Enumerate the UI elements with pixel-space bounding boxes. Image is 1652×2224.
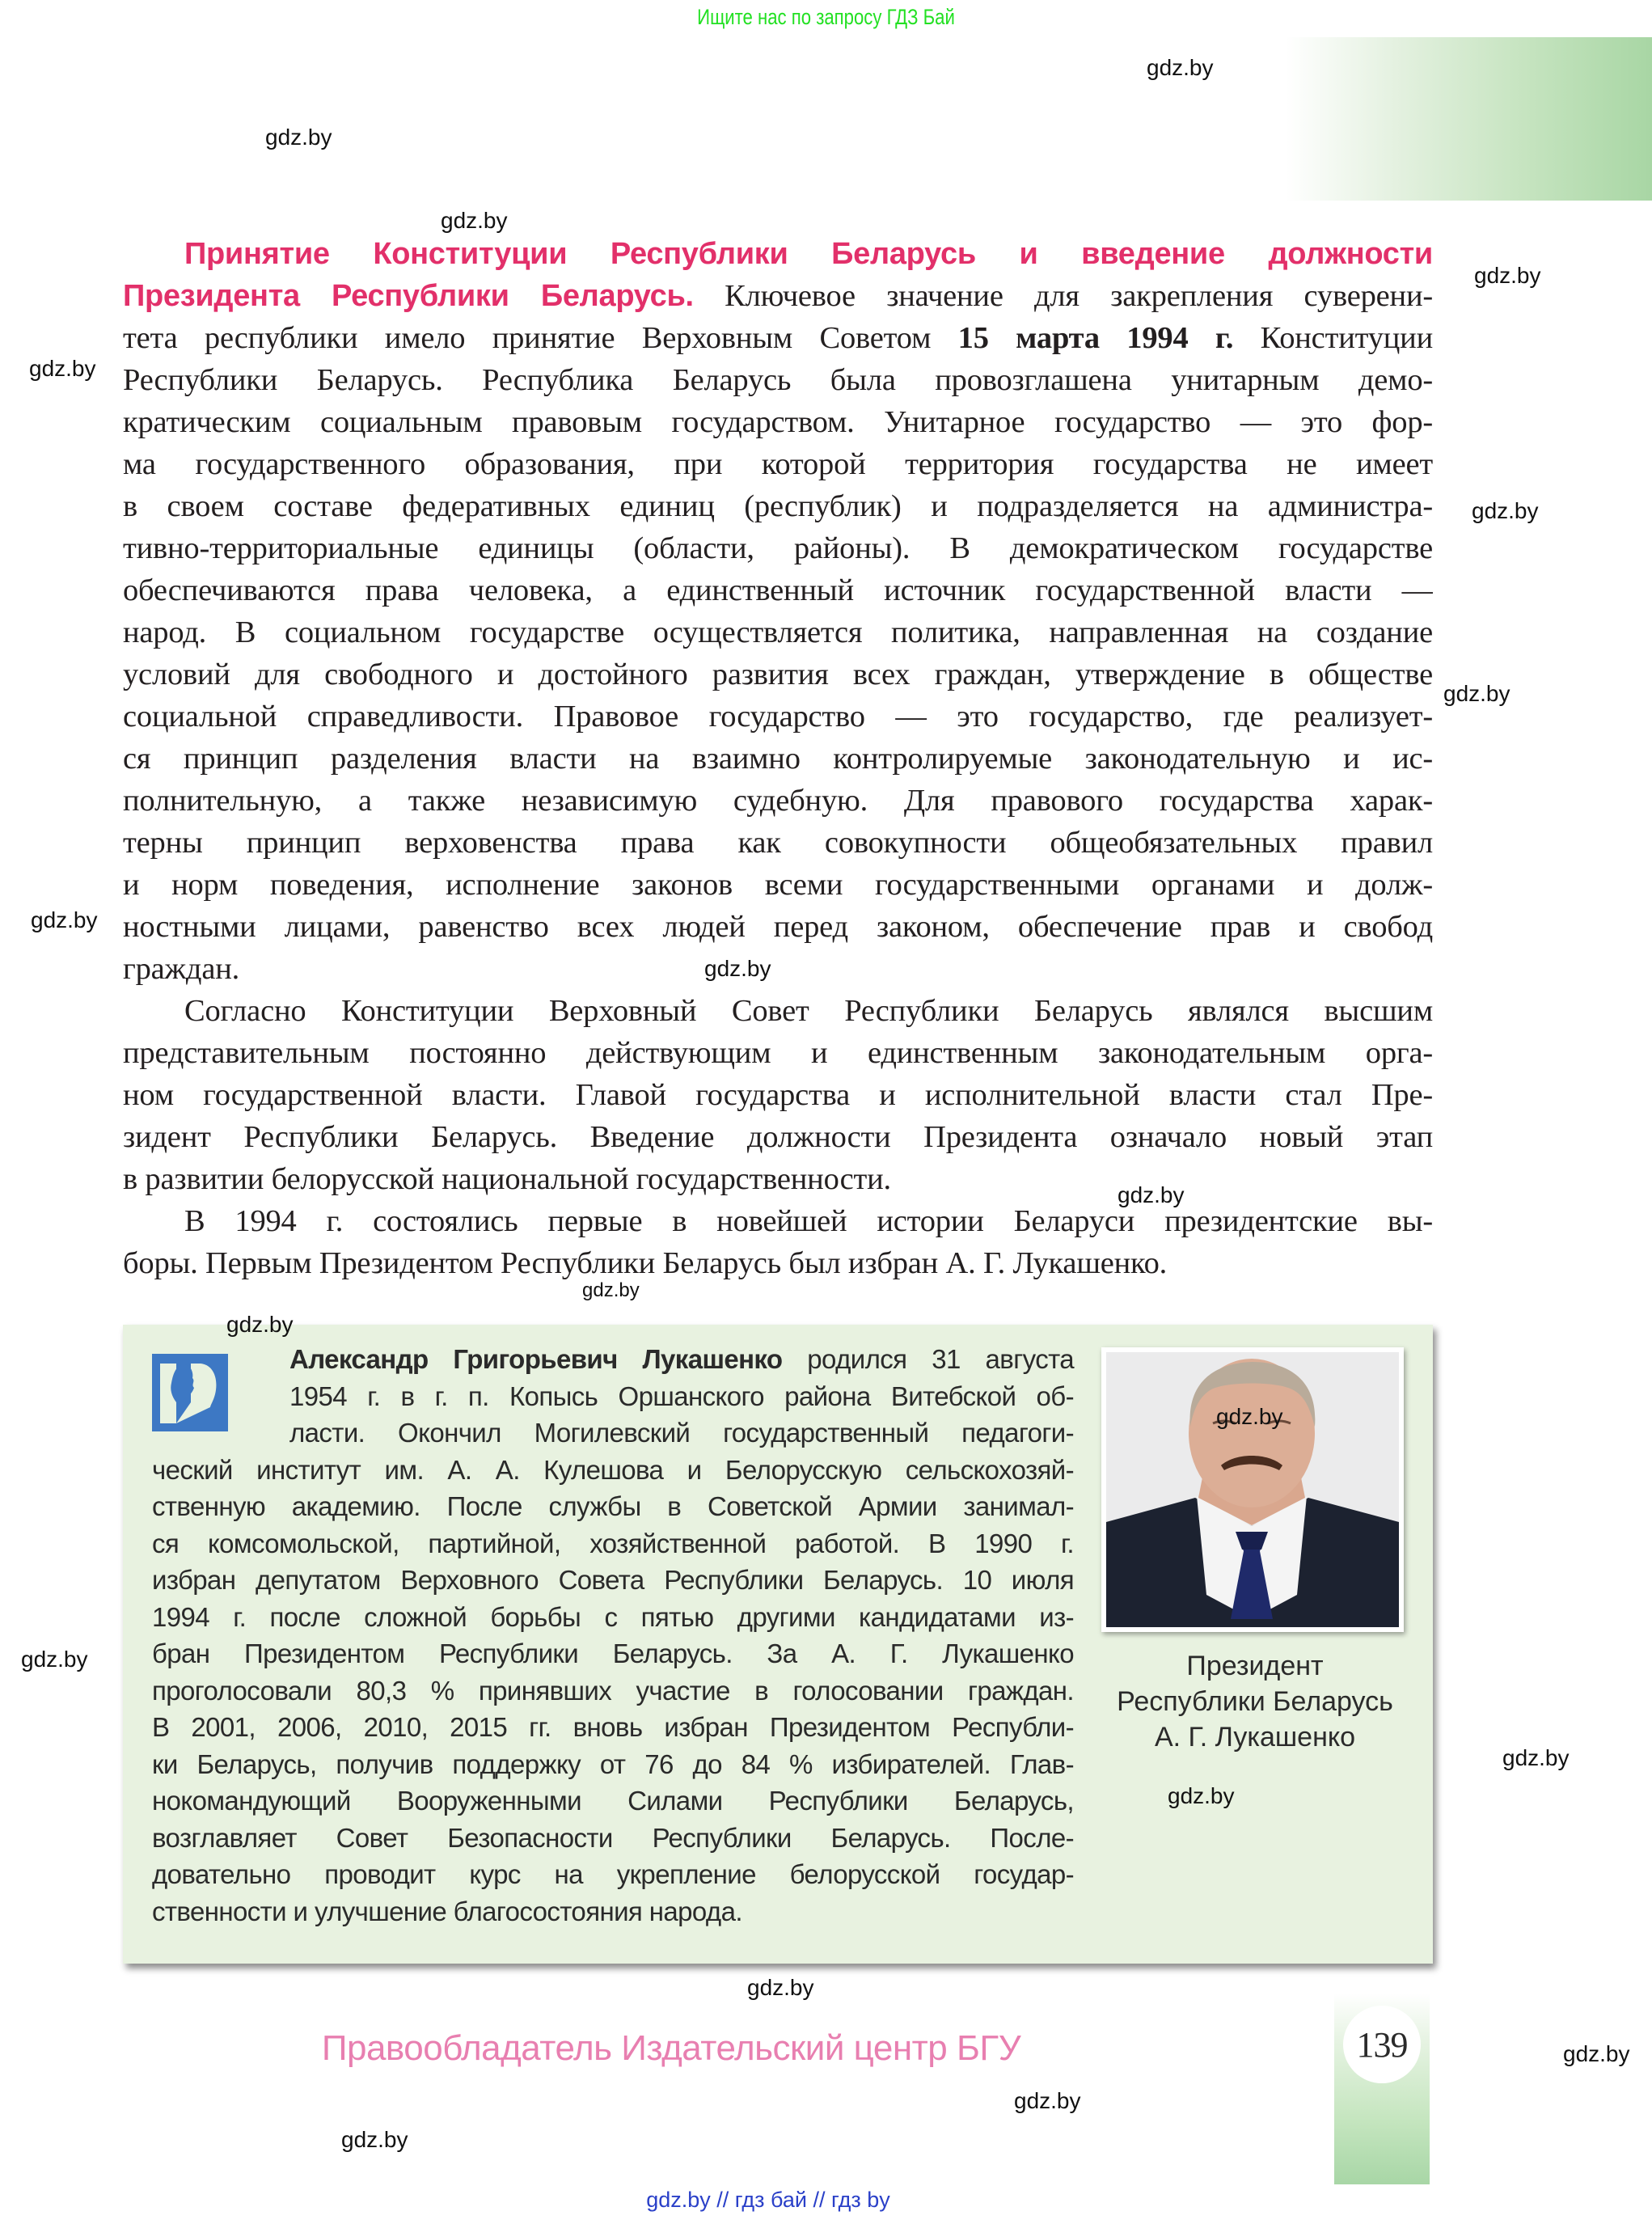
bio-line: нокомандующий Вооруженными Силами Республики Беларусь, xyxy=(152,1786,1074,1816)
watermark: gdz.by xyxy=(1147,55,1214,80)
watermark: gdz.by xyxy=(1474,263,1541,288)
portrait-caption: Президент Республики Беларусь А. Г. Лукашенко xyxy=(1117,1651,1393,1753)
watermark: gdz.by xyxy=(1563,2041,1630,2066)
bio-line: довательно проводит курс на укрепление белорусской государ- xyxy=(152,1859,1074,1889)
bio-line: ки Беларусь, получив поддержку от 76 до 84 % избирателей. Глав- xyxy=(152,1748,1074,1779)
bio-line: Александр Григорьевич Лукашенко родился 31 августа xyxy=(289,1344,1074,1374)
text-line: В 1994 г. состоялись первые в новейшей истории Беларуси президентские вы- xyxy=(184,1204,1433,1238)
bio-line: ственности и улучшение благосостояния народа. xyxy=(152,1896,742,1926)
watermark: gdz.by xyxy=(29,356,96,381)
bio-line: ся комсомольской, партийной, хозяйственной работой. В 1990 г. xyxy=(152,1528,1074,1558)
watermark: gdz.by xyxy=(21,1647,88,1672)
watermark: gdz.by xyxy=(31,907,98,932)
bio-line: избран депутатом Верховного Совета Республики Беларусь. 10 июля xyxy=(152,1565,1074,1595)
search-banner: Ищите нас по запросу ГДЗ Бай xyxy=(697,5,955,29)
corner-decoration xyxy=(1286,37,1652,201)
text-line: боры. Первым Президентом Республики Беларусь был избран А. Г. Лукашенко. xyxy=(123,1246,1168,1280)
text-line: условий для свободного и достойного развития всех граждан, утверждение в обществе xyxy=(123,657,1433,691)
text-line: терны принцип верховенства права как совокупности общеобязательных правил xyxy=(123,826,1433,860)
section-heading-line1: Принятие Конституции Республики Беларусь и введение должности xyxy=(184,237,1433,271)
watermark: gdz.by xyxy=(265,125,332,150)
watermark: gdz.by xyxy=(341,2127,408,2152)
text-line: Республики Беларусь. Республика Беларусь была провозглашена унитарным демо- xyxy=(123,363,1433,397)
text-line: ма государственного образования, при которой территория государства не имеет xyxy=(123,447,1433,481)
bio-line: возглавляет Совет Безопасности Республики Беларусь. После- xyxy=(152,1822,1074,1853)
text-line: ностными лицами, равенство всех людей перед законом, обеспечение прав и свобод xyxy=(123,910,1433,944)
text-line: тета республики имело принятие Верховным Советом 15 марта 1994 г. Конституции xyxy=(123,321,1433,355)
watermark: gdz.by xyxy=(704,956,771,981)
watermark: gdz.by xyxy=(1014,2088,1081,2113)
text-line: в своем составе федеративных единиц (республик) и подразделяется на администра- xyxy=(123,489,1433,523)
bio-line: ческий институт им. А. А. Кулешова и Белорусскую сельскохозяй- xyxy=(152,1454,1074,1485)
bio-line: проголосовали 80,3 % принявших участие в голосовании граждан. xyxy=(152,1675,1074,1706)
main-text xyxy=(123,233,1433,1284)
text-line: социальной справедливости. Правовое государство — это государство, где реализует- xyxy=(123,700,1433,734)
key-date: 15 марта 1994 г. xyxy=(957,321,1234,355)
bio-line: ласти. Окончил Могилевский государственный педагоги- xyxy=(289,1418,1074,1448)
text-line: ся принцип разделения власти на взаимно контролируемые законодательную и ис- xyxy=(123,742,1433,776)
section-heading-line2: Президента Республики Беларусь. xyxy=(123,279,694,313)
bio-line: В 2001, 2006, 2010, 2015 гг. вновь избран Президентом Республи- xyxy=(152,1712,1074,1742)
copyright-holder: Правообладатель Издательский центр БГУ xyxy=(321,2028,1021,2068)
watermark: gdz.by xyxy=(226,1312,294,1337)
watermark: gdz.by xyxy=(1118,1182,1185,1207)
bio-line: бран Президентом Республики Беларусь. За А. Г. Лукашенко xyxy=(152,1638,1074,1668)
text-line: представительным постоянно действующим и единственным законодательным орга- xyxy=(123,1036,1433,1070)
text-line: полнительную, а также независимую судебную. Для правового государства харак- xyxy=(123,784,1433,818)
bio-line: ственную академию. После службы в Советской Армии занимал- xyxy=(152,1491,1074,1521)
text-line: и норм поведения, исполнение законов всеми государственными органами и долж- xyxy=(123,868,1433,902)
text-line: в развитии белорусской национальной государственности. xyxy=(123,1162,891,1196)
text-line: тивно-территориальные единицы (области, районы). В демократическом государстве xyxy=(123,531,1433,565)
bio-person-name: Александр Григорьевич Лукашенко xyxy=(289,1344,783,1374)
bio-line: 1994 г. после сложной борьбы с пятью другими кандидатами из- xyxy=(152,1601,1074,1632)
watermark: gdz.by xyxy=(1216,1404,1283,1429)
text-line: обеспечиваются права человека, а единственный источник государственной власти — xyxy=(123,573,1433,607)
watermark: gdz.by xyxy=(1472,498,1539,523)
portrait-photo-frame xyxy=(1101,1347,1404,1632)
text-line: ном государственной власти. Главой государства и исполнительной власти стал Пре- xyxy=(123,1078,1433,1112)
bio-line: 1954 г. в г. п. Копысь Оршанского района Витебской об- xyxy=(289,1380,1074,1411)
text-line: зидент Республики Беларусь. Введение должности Президента означало новый этап xyxy=(123,1120,1433,1154)
watermark: gdz.by xyxy=(1168,1783,1235,1808)
page-number: 139 xyxy=(1356,2024,1408,2065)
watermark: gdz.by xyxy=(582,1279,640,1301)
text-line: народ. В социальном государстве осуществляется политика, направленная на создание xyxy=(123,615,1433,649)
text-line: Президента Республики Беларусь. Ключевое значение для закрепления суверени- xyxy=(123,279,1433,313)
text-line: граждан. xyxy=(123,952,240,986)
text-line: кратическим социальным правовым государством. Унитарное государство — это фор- xyxy=(123,405,1433,439)
watermark: gdz.by xyxy=(1443,681,1510,706)
page-number-badge xyxy=(1343,2006,1421,2083)
biography-text xyxy=(152,1341,1074,1930)
watermark: gdz.by xyxy=(441,208,508,233)
watermark: gdz.by xyxy=(1502,1745,1570,1770)
watermark: gdz.by xyxy=(747,1975,814,2000)
text-line: Согласно Конституции Верховный Совет Республики Беларусь являлся высшим xyxy=(184,994,1433,1028)
footer-links[interactable]: gdz.by // гдз бай // гдз by xyxy=(646,2188,890,2212)
portrait-photo xyxy=(1106,1352,1399,1627)
